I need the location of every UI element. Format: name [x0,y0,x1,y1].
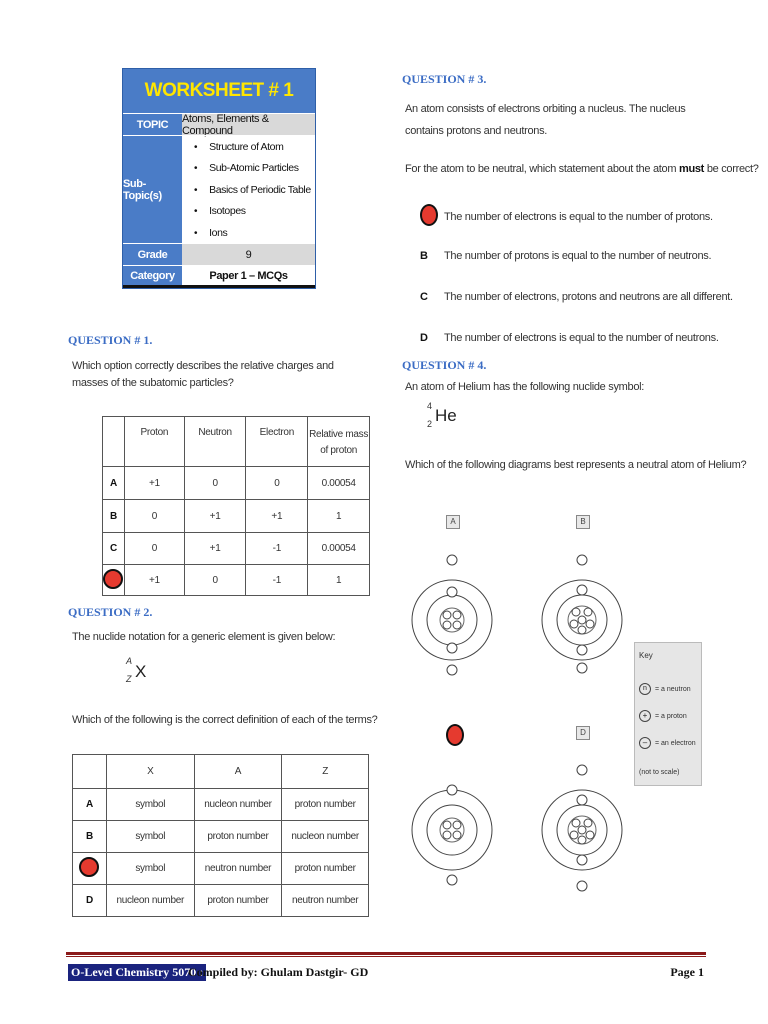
atom-diagram-d [542,765,622,891]
nuclide-symbol: X [135,662,147,681]
q3-title: QUESTION # 3. [402,72,487,86]
cell: nucleon number [194,789,282,821]
diagram-label-d: D [576,726,590,740]
row-label: C [103,533,125,565]
q4-nuclide-notation [425,401,465,435]
q2-table [72,754,369,917]
row-label: A [73,789,107,821]
category-value: Paper 1 – MCQs [182,265,315,285]
footer-course-label: O-Level Chemistry 5070 : [68,964,206,981]
q3-option-a [420,204,713,229]
q3-option-c [420,291,733,303]
cell: neutron number [282,885,369,917]
q3-text1: An atom consists of electrons orbiting a nucleus. The nucleus contains protons and neutrons. [405,103,686,137]
option-text: The number of protons is equal to the number of neutrons. [444,250,712,262]
q2-nuclide-notation [124,656,164,690]
table-row [103,467,370,500]
cell: proton number [194,885,282,917]
footer-page-number: Page 1 [670,965,704,979]
key-electron-text: = an electron [655,740,696,747]
grade-value: 9 [182,243,315,265]
nuclide-atomic-number: Z [126,674,132,684]
topic-value: Atoms, Elements & Compound [182,113,315,135]
atom-diagram-b [542,555,622,673]
atom-diagram-a [412,555,492,675]
cell: +1 [184,533,246,565]
nuclide-symbol: He [435,406,457,425]
category-label: Category [123,265,182,285]
subtopic-item: • Basics of Periodic Table [194,180,315,202]
footer-rule [66,952,706,955]
table-row [73,789,369,821]
table-row [73,821,369,853]
cell: +1 [184,500,246,533]
cell: neutron number [194,853,282,885]
cell: -1 [246,565,308,596]
subtopic-item: • Ions [194,223,315,245]
cell: +1 [246,500,308,533]
q2-text: The nuclide notation for a generic element is given below: [72,631,336,643]
answer-mark [420,204,444,229]
cell: 1 [308,500,370,533]
diagram-key [634,642,702,786]
subtopic-label: Sub-Topic(s) [123,135,182,243]
cell: proton number [194,821,282,853]
cell: +1 [124,565,184,596]
q1-title: QUESTION # 1. [68,333,153,347]
cell: symbol [106,853,194,885]
nuclide-mass-number: 4 [427,401,433,411]
q1-header: Neutron [184,417,246,467]
q3-text2: For the atom to be neutral, which statement about the atom must be correct? [405,163,759,175]
answer-mark-circle [79,857,99,877]
q3-option-d [420,332,719,344]
answer-mark [73,853,107,885]
q2-header: Z [282,755,369,789]
neutron-icon: n [639,683,651,695]
q4-text: An atom of Helium has the following nuclide symbol: [405,381,645,393]
cell: 0 [124,500,184,533]
cell: nucleon number [282,821,369,853]
worksheet-title: WORKSHEET # 1 [123,69,315,113]
cell: 0 [246,467,308,500]
option-letter: D [420,332,428,344]
cell: +1 [124,467,184,500]
nuclide-mass-number: A [126,656,133,666]
cell: symbol [106,789,194,821]
key-neutron-text: = a neutron [655,686,691,693]
diagram-label-b: B [576,515,590,529]
helium-atom-diagrams [400,540,630,920]
nuclide-atomic-number: 2 [427,419,433,429]
row-label: A [103,467,125,500]
grade-label: Grade [123,243,182,265]
key-title: Key [639,651,653,660]
q1-header: Relative mass of proton [308,417,370,467]
footer-compiled-by: Compiled by: Ghulam Dastgir- GD [188,965,369,979]
cell: 0 [124,533,184,565]
cell: 0 [184,467,246,500]
subtopic-item: • Structure of Atom [194,137,315,159]
subtopic-list [182,133,315,247]
cell: 0 [184,565,246,596]
electron-icon: – [639,737,651,749]
worksheet-header-table [122,68,316,289]
option-text: The number of electrons is equal to the number of protons. [444,210,713,223]
cell: -1 [246,533,308,565]
atom-diagram-c [412,785,492,885]
q1-text: Which option correctly describes the relative charges and masses of the subatomic particles? [72,360,334,389]
q1-header: Electron [246,417,308,467]
q1-table [102,416,370,596]
option-text: The number of electrons is equal to the number of neutrons. [444,332,719,344]
footer-rule-thin [66,956,706,957]
page-footer [66,952,706,992]
q1-header: Proton [124,417,184,467]
diagram-label-a: A [446,515,460,529]
table-row [73,885,369,917]
answer-mark [103,565,125,596]
row-label: B [73,821,107,853]
subtopic-item: • Sub-Atomic Particles [194,158,315,180]
option-letter: B [420,250,428,262]
cell: symbol [106,821,194,853]
q2-header: A [194,755,282,789]
key-proton-text: = a proton [655,713,687,720]
option-text: The number of electrons, protons and neutrons are all different. [444,291,733,303]
subtopic-item: • Isotopes [194,201,315,223]
table-row [73,853,369,885]
row-label: B [103,500,125,533]
cell: 0.00054 [308,533,370,565]
proton-icon: + [639,710,651,722]
option-letter: C [420,291,428,303]
answer-mark-circle [103,569,123,589]
q4-text2: Which of the following diagrams best represents a neutral atom of Helium? [405,459,747,471]
cell: nucleon number [106,885,194,917]
table-row [103,533,370,565]
topic-label: TOPIC [123,113,182,135]
q4-title: QUESTION # 4. [402,358,487,372]
cell: 0.00054 [308,467,370,500]
cell: 1 [308,565,370,596]
q2-header: X [106,755,194,789]
row-label: D [73,885,107,917]
table-row [103,500,370,533]
answer-mark-circle [420,204,438,226]
table-row [103,565,370,596]
q2-text2: Which of the following is the correct definition of each of the terms? [72,714,378,726]
q3-option-b [420,250,711,262]
key-note: (not to scale) [639,769,680,776]
cell: proton number [282,789,369,821]
cell: proton number [282,853,369,885]
q2-title: QUESTION # 2. [68,605,153,619]
